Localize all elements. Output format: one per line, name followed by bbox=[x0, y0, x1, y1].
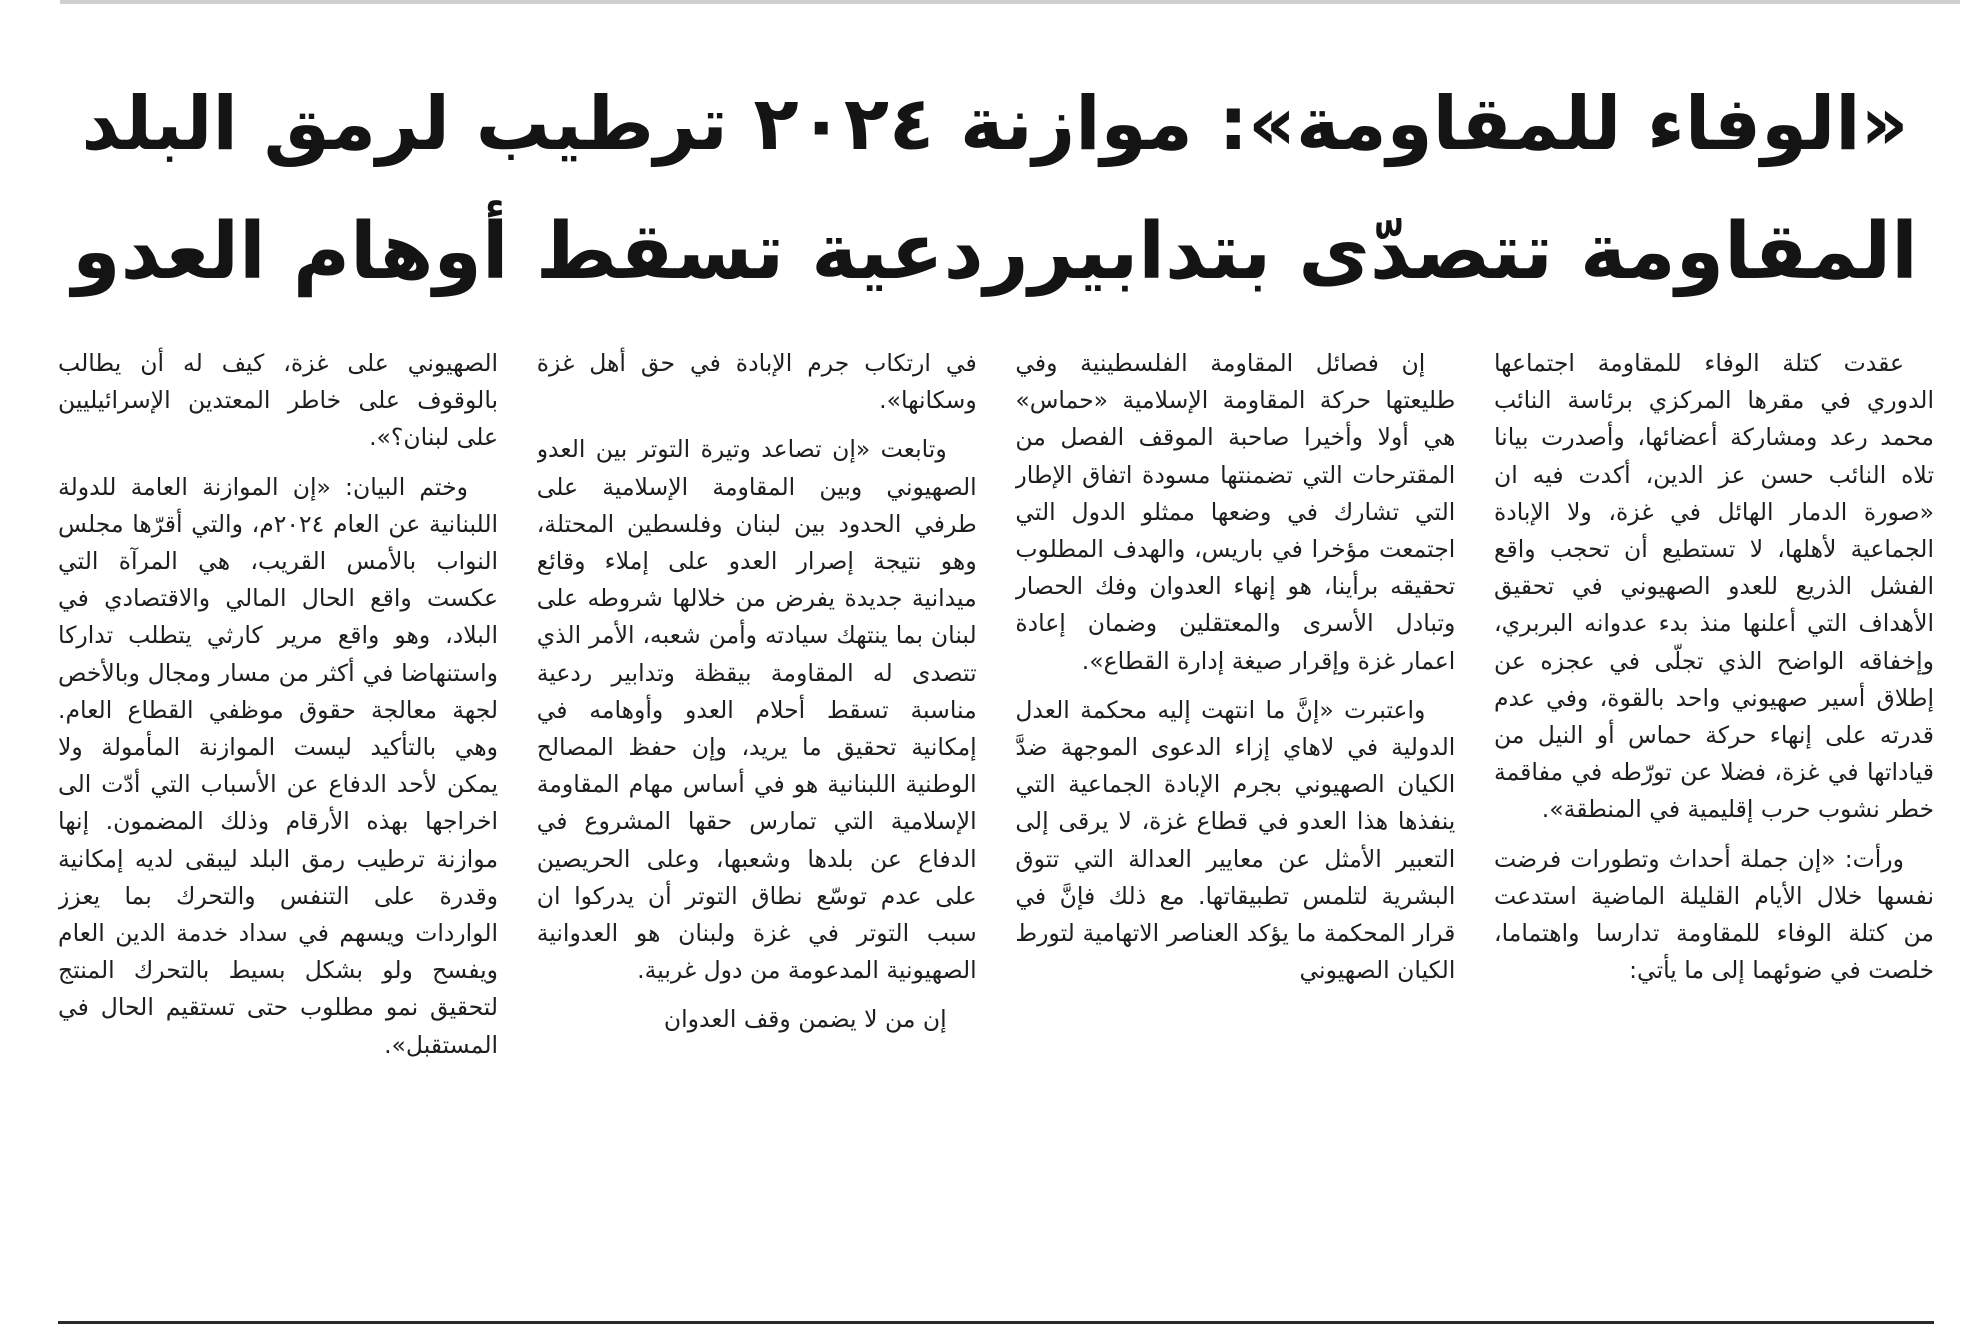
top-divider bbox=[60, 0, 1960, 4]
article-column-3 bbox=[537, 345, 977, 1280]
headline-line-1: «الوفاء للمقاومة»: موازنة ٢٠٢٤ ترطيب لرمق البلد bbox=[81, 81, 1909, 167]
paragraph: ورأت: «إن جملة أحداث وتطورات فرضت نفسها خلال الأيام القليلة الماضية استدعت من كتلة الوفاء للمقاومة تدارسا واهتماما، خلصت في ضوئهما إلى ما يأتي: bbox=[1494, 844, 1934, 985]
headline-line-2: المقاومة تتصدّى بتدابيرردعية تسقط أوهام العدو bbox=[72, 207, 1918, 297]
article-body bbox=[58, 345, 1934, 1280]
paragraph: إن من لا يضمن وقف العدوان bbox=[663, 1005, 947, 1034]
article-column-2 bbox=[1015, 345, 1455, 1280]
paragraph: الصهيوني على غزة، كيف له أن يطالب بالوقوف على خاطر المعتدين الإسرائيليين على لبنان؟». bbox=[58, 349, 499, 452]
paragraph: وختم البيان: «إن الموازنة العامة للدولة اللبنانية عن العام ٢٠٢٤م، والتي أقرّها مجلس النواب بالأمس القريب، هي المرآة التي عكست واقع الحال المالي والاقتصادي في البلاد، وهو واقع مرير كارثي يتطلب تداركا واستنهاضا في أكثر من مسار ومجال وبالأخص لجهة معالجة حقوق موظفي القطاع العام. وهي بالتأكيد ليست الموازنة المأمولة ولا يمكن لأحد الدفاع عن الأسباب التي أدّت الى اخراجها بهذه الأرقام وذلك المضمون. إنها موازنة ترطيب رمق البلد لیبقى لديه إمكانية وقدرة على التنفس والتحرك بما يعزز الواردات ويسهم في سداد خدمة الدين العام ويفسح ولو بشكل بسيط بالتحرك المنتج لتحقيق نمو مطلوب حتى تستقيم الحال في المستقبل». bbox=[58, 472, 499, 1059]
headline bbox=[70, 60, 1920, 316]
paragraph: واعتبرت «إنَّ ما انتهت إليه محكمة العدل الدولية في لاهاي إزاء الدعوى الموجهة ضدَّ الكيان الصهيوني بجرم الإبادة الجماعية التي ينفذها هذا العدو في قطاع غزة، لا يرقى إلى التعبير الأمثل عن معايير العدالة التي تتوق البشرية لتلمس تطبيقاتها. مع ذلك فإنَّ في قرار المحكمة ما يؤكد العناصر الاتهامية لتورط الكيان الصهيوني bbox=[1015, 695, 1456, 985]
article-column-4 bbox=[58, 345, 498, 1280]
article-column-1 bbox=[1494, 345, 1934, 1280]
paragraph: في ارتكاب جرم الإبادة في حق أهل غزة وسكانها». bbox=[536, 349, 977, 415]
paragraph: عقدت كتلة الوفاء للمقاومة اجتماعها الدوري في مقرها المركزي برئاسة النائب محمد رعد ومشاركة أعضائها، وأصدرت بيانا تلاه النائب حسن عز الدين، أكدت فيه ان «صورة الدمار الهائل في غزة، ولا الإبادة الجماعية لأهلها، لا تستطيع أن تحجب واقع الفشل الذريع للعدو الصهيوني في تحقيق الأهداف التي أعلنها منذ بدء عدوانه البربري، وإخفاقه الواضح الذي تجلّى في عجزه عن إطلاق أسير صهيوني واحد بالقوة، وفي عدم قدرته على إنهاء حركة حماس أو النيل من قياداتها في غزة، فضلا عن تورّطه في مفاقمة خطر نشوب حرب إقليمية في المنطقة». bbox=[1494, 349, 1934, 824]
paragraph: وتابعت «إن تصاعد وتيرة التوتر بين العدو الصهيوني وبين المقاومة الإسلامية على طرفي الحدود بين لبنان وفلسطين المحتلة، وهو نتيجة إصرار العدو على إملاء وقائع ميدانية جديدة يفرض من خلالها شروطه على لبنان بما ينتهك سيادته وأمن شعبه، الأمر الذي تتصدى له المقاومة بيقظة وتدابير ردعية مناسبة تسقط أحلام العدو وأوهامه في إمكانية تحقيق ما يريد، وإن حفظ المصالح الوطنية اللبنانية هو في أساس مهام المقاومة الإسلامية التي تمارس حقها المشروع في الدفاع عن بلدها وشعبها، وعلى الحريصين على عدم توسّع نطاق التوتر أن يدركوا ان سبب التوتر في غزة ولبنان هو العدوانية الصهيونية المدعومة من دول غربية. bbox=[536, 435, 977, 985]
bottom-divider bbox=[58, 1321, 1934, 1324]
paragraph: إن فصائل المقاومة الفلسطينية وفي طليعتها حركة المقاومة الإسلامية «حماس» هي أولا وأخيرا صاحبة الموقف الفصل من المقترحات التي تضمنتها مسودة اتفاق الإطار التي تشارك في وضعها ممثلو الدول التي اجتمعت مؤخرا في باريس، والهدف المطلوب تحقيقه برأينا، هو إنهاء العدوان وفك الحصار وتبادل الأسرى والمعتقلين وضمان إعادة اعمار غزة وإقرار صيغة إدارة القطاع». bbox=[1015, 349, 1456, 675]
